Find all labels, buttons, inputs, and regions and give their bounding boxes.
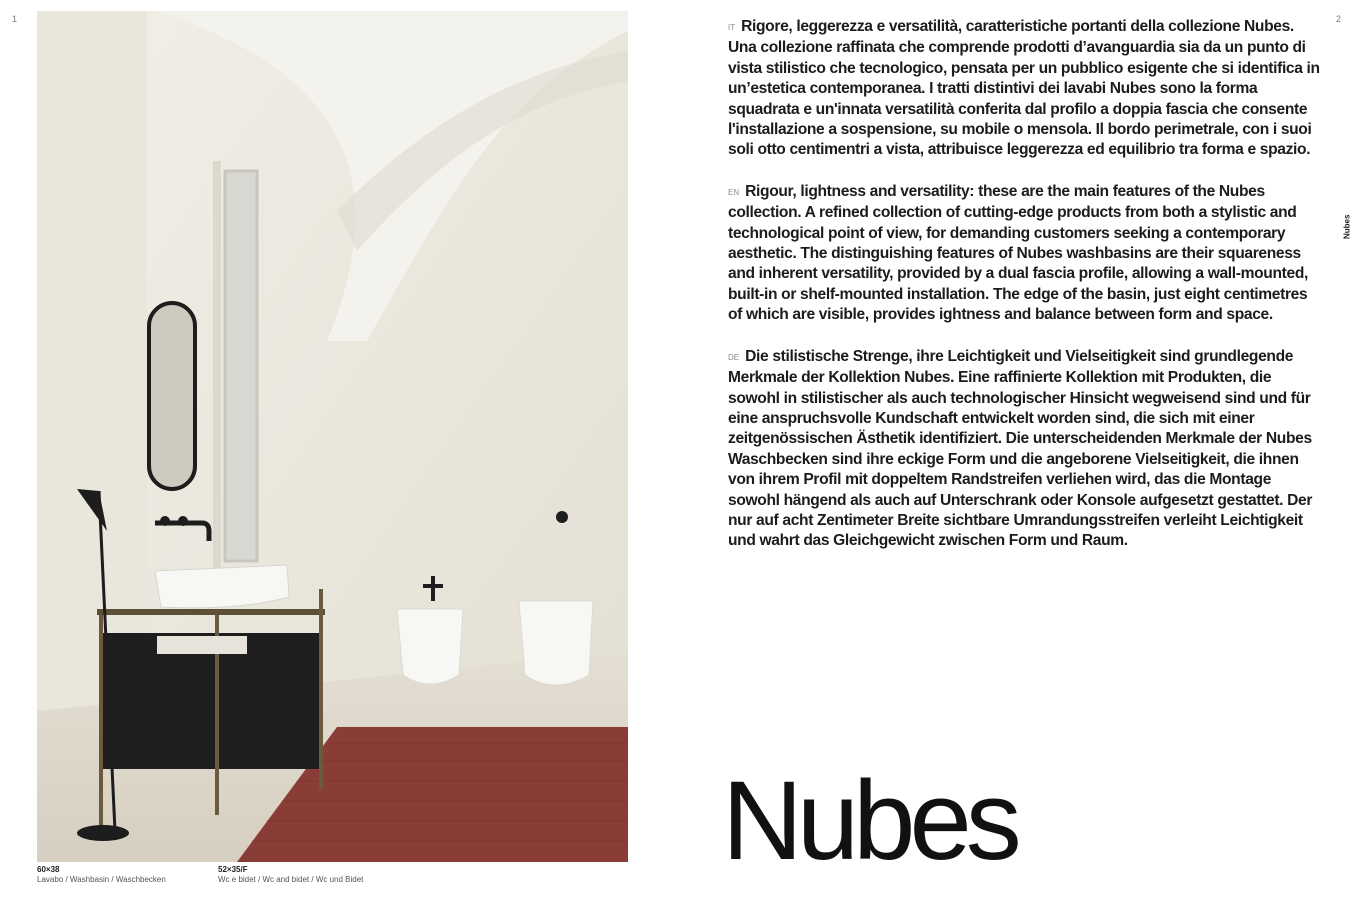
- window: [225, 171, 257, 561]
- page-number-left: 1: [12, 14, 18, 24]
- wall-button: [556, 511, 568, 523]
- caption-wc-bidet: [218, 865, 363, 885]
- window-frame: [213, 161, 221, 581]
- side-collection-label: Nubes: [1342, 214, 1352, 240]
- bidet: [397, 609, 463, 684]
- oval-mirror: [149, 303, 195, 489]
- books: [157, 636, 247, 654]
- console-top: [97, 609, 325, 615]
- washbasin: [155, 565, 289, 608]
- caption-description: Wc e bidet / Wc and bidet / Wc und Bidet: [218, 875, 364, 884]
- paragraph-text: Rigore, leggerezza e versatilità, caratteristiche portanti della collezione Nubes. Una collezione raffinata che comprende prodotti d’avanguardia sia da un punto di vista stilistico che tecnologico, pensata per un pubblico esigente che si identifica in un’estetica contemporanea. I tratti distintivi dei lavabi Nubes sono la forma squadrata e un'innata versatilità conferita dal profilo a doppia fascia che consente l'installazione a sospensione, su mobile o mensola. Il bordo perimetrale, con i suoi soli otto centimentri a vista, attribuisce leggerezza ed equilibrio tra forma e spazio.: [728, 18, 1320, 159]
- paragraph-german: [728, 347, 1324, 552]
- caption-description: Lavabo / Washbasin / Waschbecken: [37, 875, 166, 884]
- language-tag: EN: [728, 187, 740, 197]
- page-number-right: 2: [1336, 14, 1342, 24]
- paragraph-english: [728, 182, 1324, 326]
- left-pillar: [37, 11, 147, 711]
- wc: [519, 601, 593, 685]
- caption-dimensions: 60×38: [37, 865, 60, 874]
- bathroom-photo: [37, 11, 628, 862]
- paragraph-italian: [728, 17, 1324, 161]
- caption-dimensions: 52×35/F: [218, 865, 248, 874]
- caption-washbasin: [37, 865, 166, 885]
- paragraph-text: Rigour, lightness and versatility: these are the main features of the Nubes collection. A refined collection of cutting-edge products from both a stylistic and technological point of view, for demanding customers seeking a contemporary aesthetic. The distinguishing features of Nubes washbasins are their squareness and inherent versatility, provided by a dual fascia profile, allowing a wall-mounted, built-in or shelf-mounted installation. The edge of the basin, just eight centimetres of which are visible, provides ightness and balance between form and space.: [728, 182, 1308, 324]
- language-tag: IT: [728, 23, 736, 32]
- collection-title: Nubes: [722, 758, 1016, 883]
- language-tag: DE: [728, 352, 740, 362]
- paragraph-text: Die stilistische Strenge, ihre Leichtigkeit und Vielseitigkeit sind grundlegende Merkmale der Kollektion Nubes. Eine raffinierte Kollektion mit Produkten, die sowohl in stilistischer als auch technologischer Hinsicht wegweisend sind und für eine anspruchsvolle Kundschaft entwickelt worden sind, die sich mit einer zeitgenössischen Ästhetik identifiziert. Die unterscheidenden Merkmale der Nubes Waschbecken sind ihre eckige Form und die angeborene Vielseitigkeit, die ihnen von ihrem Profil mit doppeltem Randstreifen verliehen wird, das die Montage sowohl hängend als auch auf Unterschrank oder Konsole aufgesetzt gestattet. Der nur auf acht Zentimeter Breite sichtbare Umrandungsstreifen verleiht Leichtigkeit und wahrt das Gleichgewicht zwischen Form und Raum.: [728, 347, 1313, 550]
- description-column: [728, 17, 1324, 573]
